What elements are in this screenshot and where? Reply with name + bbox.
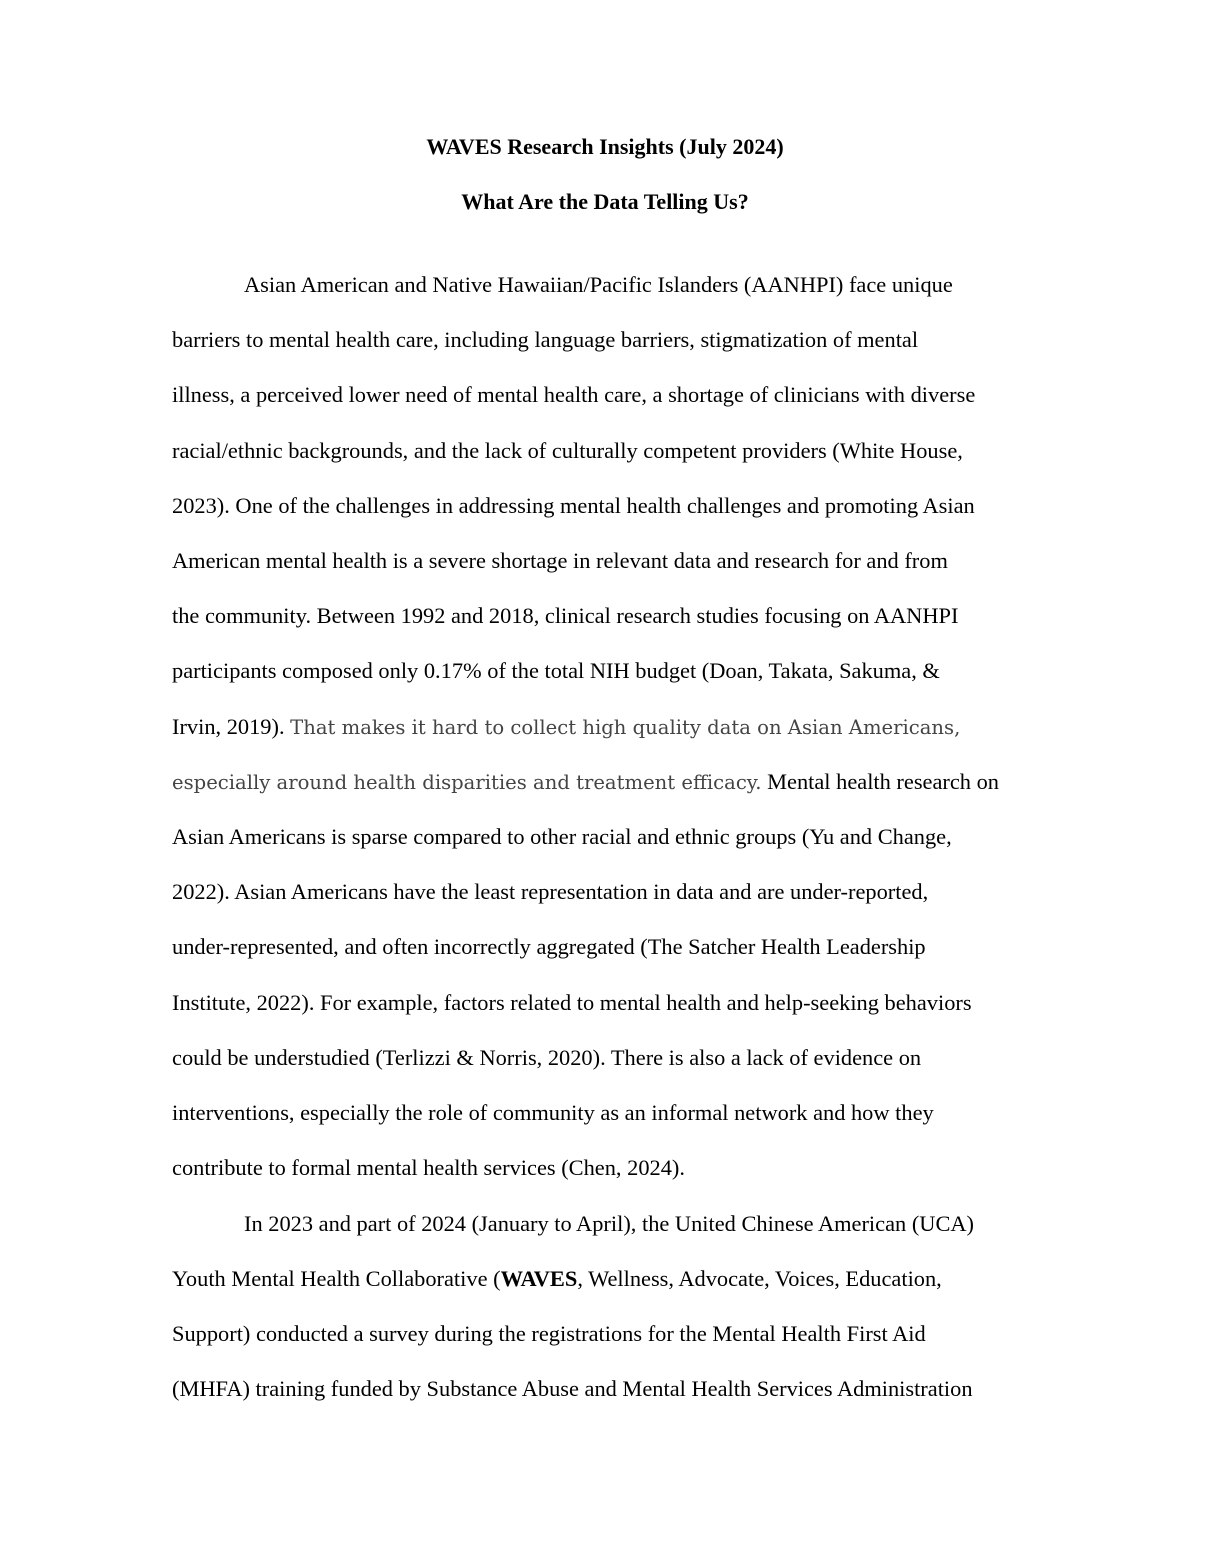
paragraph-line: Institute, 2022). For example, factors related to mental health and help-seeking behaviors — [172, 990, 972, 1015]
paragraph-line: (MHFA) training funded by Substance Abuse and Mental Health Services Administration — [172, 1376, 973, 1401]
body-text: Youth Mental Health Collaborative ( — [172, 1266, 501, 1291]
document-title: WAVES Research Insights (July 2024) — [426, 134, 784, 159]
paragraph-line — [172, 769, 1042, 796]
paragraph-line: illness, a perceived lower need of mental health care, a shortage of clinicians with diverse — [172, 382, 976, 407]
waves-acronym: WAVES — [500, 1266, 578, 1291]
paragraph-line: In 2023 and part of 2024 (January to April), the United Chinese American (UCA) — [244, 1211, 975, 1236]
highlighted-text: especially around health disparities and treatment efficacy. — [172, 771, 762, 794]
paragraph-line: racial/ethnic backgrounds, and the lack of culturally competent providers (White House, — [172, 438, 963, 463]
highlighted-text: That makes it hard to collect high quality data on Asian Americans, — [290, 716, 961, 739]
paragraph-line: Asian Americans is sparse compared to other racial and ethnic groups (Yu and Change, — [172, 824, 952, 849]
paragraph-line: 2023). One of the challenges in addressing mental health challenges and promoting Asian — [172, 493, 975, 518]
paragraph-line: under-represented, and often incorrectly aggregated (The Satcher Health Leadership — [172, 934, 926, 959]
paragraph-line: American mental health is a severe shortage in relevant data and research for and from — [172, 548, 948, 573]
paragraph-line: could be understudied (Terlizzi & Norris, 2020). There is also a lack of evidence on — [172, 1045, 922, 1070]
paragraph-line — [172, 714, 1042, 741]
paragraph-line: Support) conducted a survey during the registrations for the Mental Health First Aid — [172, 1321, 926, 1346]
paragraph-line — [172, 1266, 1042, 1292]
body-text: , Wellness, Advocate, Voices, Education, — [577, 1266, 942, 1291]
paragraph-line: 2022). Asian Americans have the least representation in data and are under-reported, — [172, 879, 929, 904]
paragraph-line: contribute to formal mental health services (Chen, 2024). — [172, 1155, 685, 1180]
paragraph-line: Asian American and Native Hawaiian/Pacific Islanders (AANHPI) face unique — [244, 272, 953, 297]
body-text: Mental health research on — [761, 769, 999, 794]
paragraph-line: participants composed only 0.17% of the total NIH budget (Doan, Takata, Sakuma, & — [172, 658, 940, 683]
paragraph-line: barriers to mental health care, including language barriers, stigmatization of mental — [172, 327, 919, 352]
paragraph-line: interventions, especially the role of community as an informal network and how they — [172, 1100, 934, 1125]
document-subtitle: What Are the Data Telling Us? — [461, 189, 749, 214]
citation-text: Irvin, 2019). — [172, 714, 291, 739]
paragraph-line: the community. Between 1992 and 2018, clinical research studies focusing on AANHPI — [172, 603, 959, 628]
